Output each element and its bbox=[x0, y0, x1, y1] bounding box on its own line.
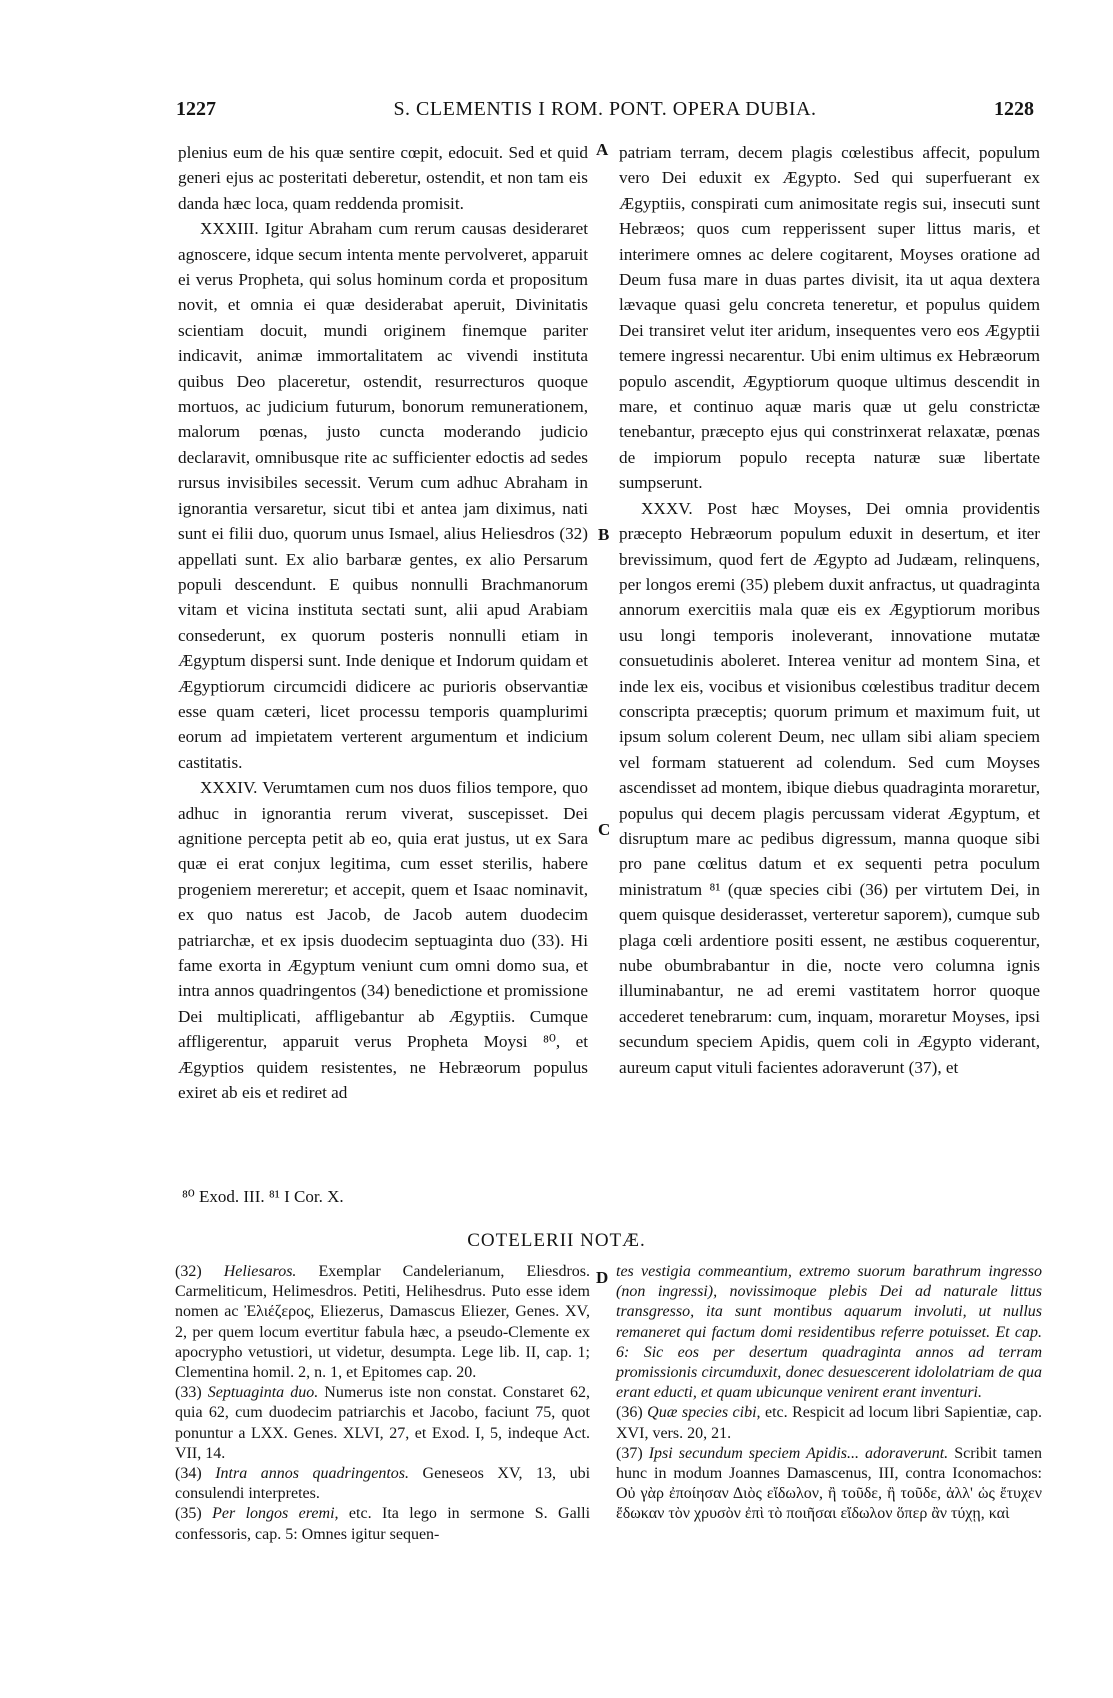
main-text-right-column bbox=[619, 140, 1040, 1080]
paragraph-chapter-xxxiii: XXXIII. Igitur Abraham cum rerum causas desideraret agnoscere, idque secum intenta mente pervolveret, apparuit ei verus Propheta, qui solus hominum corda et propositum novit, et omnia ei quæ desiderabat aperuit, Divinitatis scientiam docuit, mundi originem finemque pariter indicavit, animæ immortalitatem ac vivendi instituta quibus Deo placeretur, ostendit, resurrecturos quoque mortuos, ac judicium futurum, bonorum remunerationem, malorum pœnas, justo cuncta moderando judicio declaravit, omnibusque rite ac sufficienter edoctis ad sedes rursus invisibiles secessit. Verum cum adhuc Abraham in ignorantia versaretur, sicut tibi et antea jam diximus, nati sunt ei filii duo, quorum unus Ismael, alius Heliesdros (32) appellati sunt. Ex alio barbaræ gentes, ex alio Persarum populi descendunt. E quibus nonnulli Brachmanorum vitam et vicina instituta sectati sunt, alii apud Arabiam consederunt, ex quorum posteris nonnulli etiam in Ægyptum dispersi sunt. Inde denique et Indorum quidam et Ægyptiorum circumcidi didicere ac purioris observantiæ esse quam cæteri, licet processu temporis quamplurimi eorum ad impietatem verterent argumentum et indicium castitatis. bbox=[178, 219, 588, 772]
note-37: (37) Ipsi secundum speciem Apidis... adoraverunt. Scribit tamen hunc in modum Joannes Damascenus, III, contra Iconomachos: Οὐ γὰρ ἐποίησαν Διὸς εἴδωλον, ἢ τοῦδε, ἢ τοῦδε, ἀλλ' ὡς ἔτυχεν ἔδωκαν τὸν χρυσὸν ἐπὶ τὸ ποιῆσαι εἴδωλον ὅπερ ἂν τύχῃ, καὶ bbox=[616, 1444, 1043, 1523]
note-35: (35) Per longos eremi, etc. Ita lego in sermone S. Galli confessoris, cap. 5: Omnes igitur sequen- bbox=[175, 1505, 591, 1543]
margin-marker-a: A bbox=[596, 140, 609, 159]
main-text-left-column bbox=[178, 140, 588, 1105]
page-number-right: 1228 bbox=[994, 98, 1034, 120]
paragraph: plenius eum de his quæ sentire cœpit, edocuit. Sed et quid generi ejus ac posteritati deberetur, ostendit, et non tam eis danda hæc loca, quam reddenda promisit. bbox=[178, 143, 588, 213]
note-33: (33) Septuaginta duo. Numerus iste non constat. Constaret 62, quia 62, cum duodecim patriarchis et Jacobo, faciunt 75, quot ponuntur a LXX. Genes. XLVI, 27, et Exod. I, 5, indeque Act. VII, 14. bbox=[175, 1384, 591, 1462]
paragraph-chapter-xxxv: XXXV. Post hæc Moyses, Dei omnia providentis præcepto Hebræorum populum eduxit in desertum, et iter brevissimum, quod fert de Ægypto ad Judæam, relinquens, per longos eremi (35) plebem duxit anfractus, ut quadraginta annorum exercitiis mala quæ eis ex Ægyptiorum moribus usu longi temporis inoleverant, innovatione mutatæ consuetudinis aboleret. Interea venitur ad montem Sina, et inde lex eis, vocibus et visionibus cœlestibus traditur decem conscripta præceptis; quorum primum et maximum fuit, ut ipsum solum colerent Deum, nec ullam sibi aliam speciem vel formam statuerent ad colendum. Sed cum Moyses ascendisset ad montem, ibique diebus quadraginta moraretur, populus qui decem plagis percussam viderat Ægyptum, et disruptum mare ac pedibus digressum, manna quoque sibi pro pane cœlitus datum et ex sequenti petra poculum ministratum ⁸¹ (quæ species cibi (36) per virtutem Dei, in quem quisque desiderasset, verteretur saporem), cumque sub plaga cœli ardentiore positi essent, ne æstibus coquerentur, nube obumbrabantur in die, nocte vero columna ignis illuminabantur, ne ad eremi vastitatem horror quoque accederet tenebrarum: cum, inquam, moraretur Moyses, ipsi secundum speciem Apidis, quem coli in Ægypto viderant, aureum caput vituli facientes adoraverunt (37), et bbox=[619, 498, 1040, 1077]
margin-marker-b: B bbox=[598, 525, 610, 544]
note-32: (32) Heliesaros. Exemplar Candelerianum, Eliesdros. Carmeliticum, Helimesdros. Petiti, Helihesdrus. Puto esse idem nomen ac Ἐλιέζερος, Eliezerus, Damascus Eliezer, Genes. XV, 2, per quem locum evertitur fabula hæc, a pseudo-Clemente ex apocrypho vetustiori, ut videtur, desumpta. Lege lib. II, cap. 1; Clementina homil. 2, n. 1, et Epitomes cap. 20. bbox=[175, 1263, 590, 1382]
note-34: (34) Intra annos quadringentos. Geneseos XV, 13, ubi consulendi interpretes. bbox=[175, 1465, 591, 1503]
notes-right-column bbox=[616, 1262, 1042, 1525]
note-36: (36) Quæ species cibi, etc. Respicit ad locum libri Sapientiæ, cap. XVI, vers. 20, 21. bbox=[616, 1404, 1043, 1442]
paragraph-chapter-xxxiv: XXXIV. Verumtamen cum nos duos filios tempore, quo adhuc in ignorantia rerum viverat, suscepisset. Dei agnitione percepta petit ab eo, quia erat justus, ut ex Sara quæ ei erat conjux legitima, cum esset sterilis, habere progeniem mereretur; et accepit, quem et Isaac nominavit, ex quo natus est Jacob, de Jacob autem duodecim patriarchæ, et ex ipsis duodecim septuaginta duo (33). Hi fame exorta in Ægyptum veniunt cum omni domo sua, et intra annos quadringentos (34) benedictione et promissione Dei multiplicati, affligebantur ab Ægyptiis. Cumque affligerentur, apparuit verus Propheta Moysi ⁸⁰, et Ægyptios quidem resistentes, ne Hebræorum populus exiret ab eis et rediret ad bbox=[178, 778, 588, 1103]
note-35-continued: tes vestigia commeantium, extremo suorum barathrum ingresso (non ingressi), novissimoque plebis Dei ad naturale littus transgresso, ita sunt montibus aquarum involuti, ut nullus remaneret qui factum domi residentibus referre potuisset. Et cap. 6: Sic eos per desertum quadraginta annos ad terram promissionis circumduxit, donec desuescerent idololatriam de qua erant educti, et quam ubicunque venirent erant inventuri. bbox=[616, 1263, 1042, 1402]
paragraph: patriam terram, decem plagis cœlestibus affecit, populum vero Dei eduxit ex Ægypto. Sed qui superfuerant ex Ægyptiis, conspirati cum animositate regis sui, insecuti sunt Hebræos; quos cum repperissent super littus maris, et interimere omnes ac delere cogitarent, Moyses oratione ad Deum fusa mare in duas partes divisit, ita ut aqua dextera lævaque quasi gelu concreta teneretur, et populus quidem Dei transiret velut iter aridum, insequentes vero eos Ægyptii temere ingressi necarentur. Ubi enim ultimus ex Hebræorum populo ascendit, Ægyptiorum quoque ultimus descendit in mare, et continuo aquæ maris quæ ut gelu constrictæ tenebantur, præcepto ejus qui constrinxerat relaxatæ, pœnas de impiorum populo recepta naturæ suæ libertate sumpserunt. bbox=[619, 143, 1040, 493]
margin-marker-c: C bbox=[598, 820, 611, 839]
page-number-left: 1227 bbox=[176, 98, 216, 120]
margin-marker-d: D bbox=[596, 1268, 609, 1287]
running-title: S. CLEMENTIS I ROM. PONT. OPERA DUBIA. bbox=[393, 98, 817, 120]
notes-title: COTELERII NOTÆ. bbox=[467, 1230, 646, 1251]
notes-left-column bbox=[175, 1262, 590, 1545]
page-header bbox=[176, 98, 1034, 128]
footnotes: ⁸⁰ Exod. III. ⁸¹ I Cor. X. bbox=[182, 1187, 344, 1206]
